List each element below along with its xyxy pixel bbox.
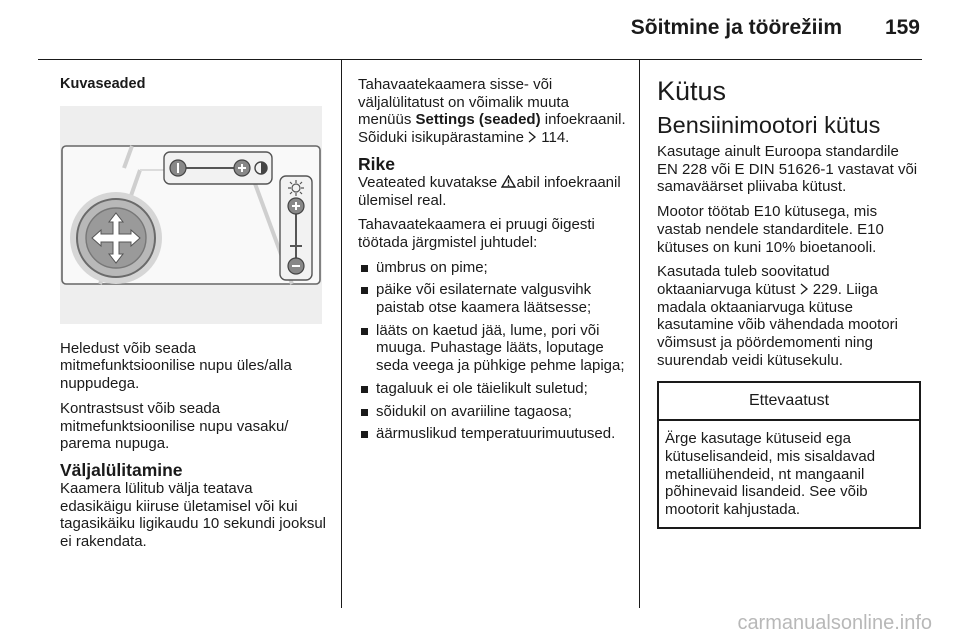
heading-fault: Rike — [358, 153, 395, 174]
caution-notice-body: Ärge kasutage kütuseid ega kütuselisandeid, mis sisaldavad metalliühendeid, nt mangaanil põhinevaid lisandeid. See võib mootorit kahjustada. — [665, 430, 876, 518]
left-column — [60, 76, 328, 558]
paragraph-octane: Kasutada tuleb soovitatud oktaaniarvuga kütust 229. Liiga madala oktaaniarvuga kütuse kasutamine võib vähendada mootori võimsust ja pöördemomenti ning suurendab veidi kütusekulu. — [657, 263, 898, 369]
list-item: päike või esilaternate valgusvihk paistab otse kaamera läätsesse; — [358, 281, 626, 316]
heading-deactivation: Väljalülitamine — [60, 459, 183, 480]
list-item: lääts on kaetud jää, lume, pori või muuga. Puhastage lääts, loputage seda veega ja pühkige pehme lapiga; — [358, 322, 626, 375]
column-divider-left — [341, 60, 342, 608]
paragraph-conditions: Tahavaatekaamera ei pruugi õigesti töötada järgmistel juhtudel: — [358, 216, 595, 251]
paragraph-fault: Veateated kuvatakse abil infoekraanil ülemisel real. — [358, 173, 621, 209]
list-item: ümbrus on pime; — [358, 259, 626, 277]
page-ref-114[interactable]: 114. — [541, 129, 570, 147]
heading-fuel: Kütus — [657, 76, 727, 106]
paragraph-e10: Mootor töötab E10 kütusega, mis vastab nendele standarditele. E10 kütuses on kuni 10% bioetanooli. — [657, 203, 884, 256]
page-header-title: Sõitmine ja töörežiim — [630, 16, 842, 39]
page-number: 159 — [884, 16, 920, 39]
list-item: tagaluuk ei ole täielikult suletud; — [358, 380, 626, 398]
paragraph-camera-toggle: Tahavaatekaamera sisse- või väljalülitatust on võimalik muuta menüüs Settings (seaded) infoekraanil. Sõiduki isikupärastamine 114. — [358, 76, 626, 147]
caution-notice-title: Ettevaatust — [659, 383, 919, 421]
conditions-list — [358, 259, 626, 443]
page-ref-229[interactable]: 229. — [812, 280, 842, 298]
right-column — [657, 76, 921, 529]
list-item: äärmuslikud temperatuurimuutused. — [358, 425, 626, 443]
middle-column — [358, 76, 626, 449]
paragraph-deactivation: Kaamera lülitub välja teatava edasikäigu kiiruse ületamisel või kui tagasikäiku ligikaudu 10 sekundi jooksul ei rakendata. — [60, 479, 327, 551]
header-rule — [38, 59, 922, 60]
page-ref-icon — [800, 281, 809, 298]
settings-menu-label: Settings (seaded) — [415, 111, 541, 129]
paragraph-contrast: Kontrastsust võib seada mitmefunktsioonilise nupu vasaku/ parema nupuga. — [60, 399, 289, 453]
paragraph-brightness: Heledust võib seada mitmefunktsioonilise nupu üles/alla nuppudega. — [60, 339, 292, 393]
warning-triangle-icon — [501, 174, 516, 191]
list-item: sõidukil on avariiline tagaosa; — [358, 403, 626, 421]
paragraph-fuel-standard: Kasutage ainult Euroopa standardile EN 228 või E DIN 51626-1 vastavat või samaväärset pliivaba kütust. — [657, 143, 918, 196]
section-title-display-settings: Kuvaseaded — [60, 76, 146, 92]
column-divider-right — [639, 60, 640, 608]
page-ref-icon — [528, 129, 537, 146]
heading-petrol-fuel: Bensiinimootori kütus — [657, 112, 881, 138]
caution-notice-box — [657, 381, 921, 528]
camera-display-illustration — [60, 106, 322, 324]
watermark: carmanualsonline.info — [737, 612, 932, 634]
